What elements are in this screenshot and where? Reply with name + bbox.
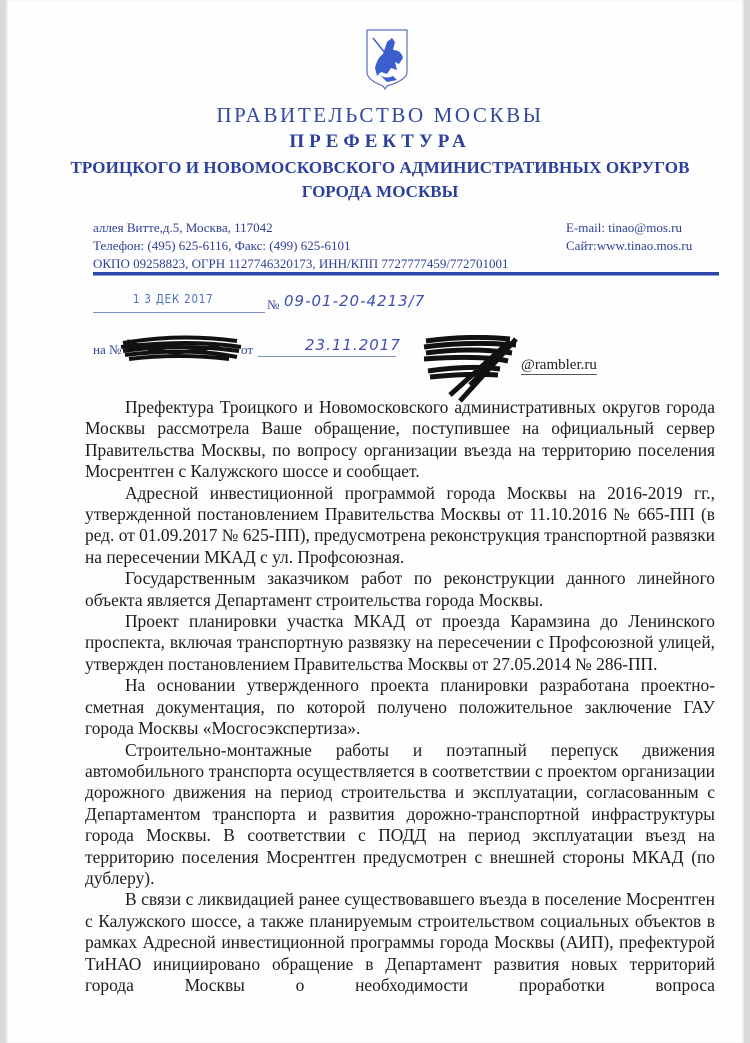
body-paragraph: Проект планировки участка МКАД от проезда Карамзина до Ленинского проспекта, включая транспортную развязку на пересечении с Профсоюзной улицей, утвержден постановлением Правительства Москвы от 27.05.2014 № 286-ПП. (85, 611, 715, 674)
contact-details (93, 219, 508, 273)
outgoing-number: 09-01-20-4213/7 (284, 292, 426, 310)
prefecture-title: ПРЕФЕКТУРА (289, 131, 471, 152)
phone-fax-line: Телефон: (495) 625-6116, Факс: (499) 625-6101 (93, 238, 351, 253)
letter-body (85, 397, 715, 996)
city-title: ГОРОДА МОСКВЫ (301, 182, 459, 201)
recipient-redaction-mark (420, 335, 530, 405)
from-label: от (241, 342, 254, 357)
body-paragraph: На основании утвержденного проекта планировки разработана проектно-сметная документация, по которой получено положительное заключение ГАУ города Москвы «Мосгосэкспертиза». (85, 675, 715, 739)
incoming-date: 23.11.2017 (305, 336, 401, 354)
registration-stamp-date: 1 3 ДЕК 2017 (133, 292, 214, 306)
reply-to-label: на № (93, 342, 122, 357)
redaction-mark (119, 335, 244, 363)
number-label: № (267, 297, 280, 312)
recipient-email: @rambler.ru (521, 357, 597, 373)
government-title: ПРАВИТЕЛЬСТВО МОСКВЫ (216, 103, 544, 127)
body-paragraph: Префектура Троицкого и Новомосковского административных округов города Москвы рассмотрела Ваше обращение, поступившее на официальный сервер Правительства Москвы, по вопросу организации въезда на территорию поселения Мосрентген с Калужского шоссе и сообщает. (85, 397, 715, 482)
moscow-coat-of-arms-icon (365, 28, 409, 90)
document-page (5, 0, 745, 1043)
online-contacts (566, 219, 692, 255)
body-paragraph: Государственным заказчиком работ по реконструкции данного линейного объекта является Департамент строительства города Москвы. (85, 568, 715, 610)
date-underline (93, 312, 265, 313)
incoming-date-underline (258, 356, 396, 357)
address-line: аллея Витте,д.5, Москва, 117042 (93, 220, 273, 235)
districts-title: ТРОИЦКОГО И НОВОМОСКОВСКОГО АДМИНИСТРАТИВНЫХ ОКРУГОВ (70, 158, 690, 177)
codes-line: ОКПО 09258823, ОГРН 1127746320173, ИНН/КПП 7727777459/772701001 (93, 256, 509, 271)
site-line: Сайт:www.tinao.mos.ru (566, 238, 693, 253)
body-paragraph: В связи с ликвидацией ранее существовавшего въезда в поселение Мосрентген с Калужского шоссе, а также планируемым строительством социальных объектов в рамках Адресной инвестиционной программы города Москвы (АИП), префектурой ТиНАО инициировано обращение в Департамент развития новых территорий города Москвы о необходимости проработки вопроса (85, 889, 715, 995)
letterhead-divider (93, 272, 719, 276)
email-line: E-mail: tinao@mos.ru (566, 220, 682, 235)
body-paragraph: Адресной инвестиционной программой города Москвы на 2016-2019 гг., утвержденной постановлением Правительства Москвы от 11.10.2016 № 665-ПП (в ред. от 01.09.2017 № 625-ПП), предусмотрена реконструкция транспортной развязки на пересечении МКАД с ул. Профсоюзная. (85, 482, 715, 567)
body-paragraph: Строительно-монтажные работы и поэтапный перепуск движения автомобильного транспорта осуществляется в соответствии с проектом организации дорожного движения на период строительства и эксплуатации, согласованным с Департаментом транспорта и развития дорожно-транспортной инфраструктуры города Москвы. В соответствии с ПОДД на период эксплуатации въезд на территорию поселения Мосрентген предусмотрен с внешней стороны МКАД (по дублеру). (85, 739, 715, 888)
